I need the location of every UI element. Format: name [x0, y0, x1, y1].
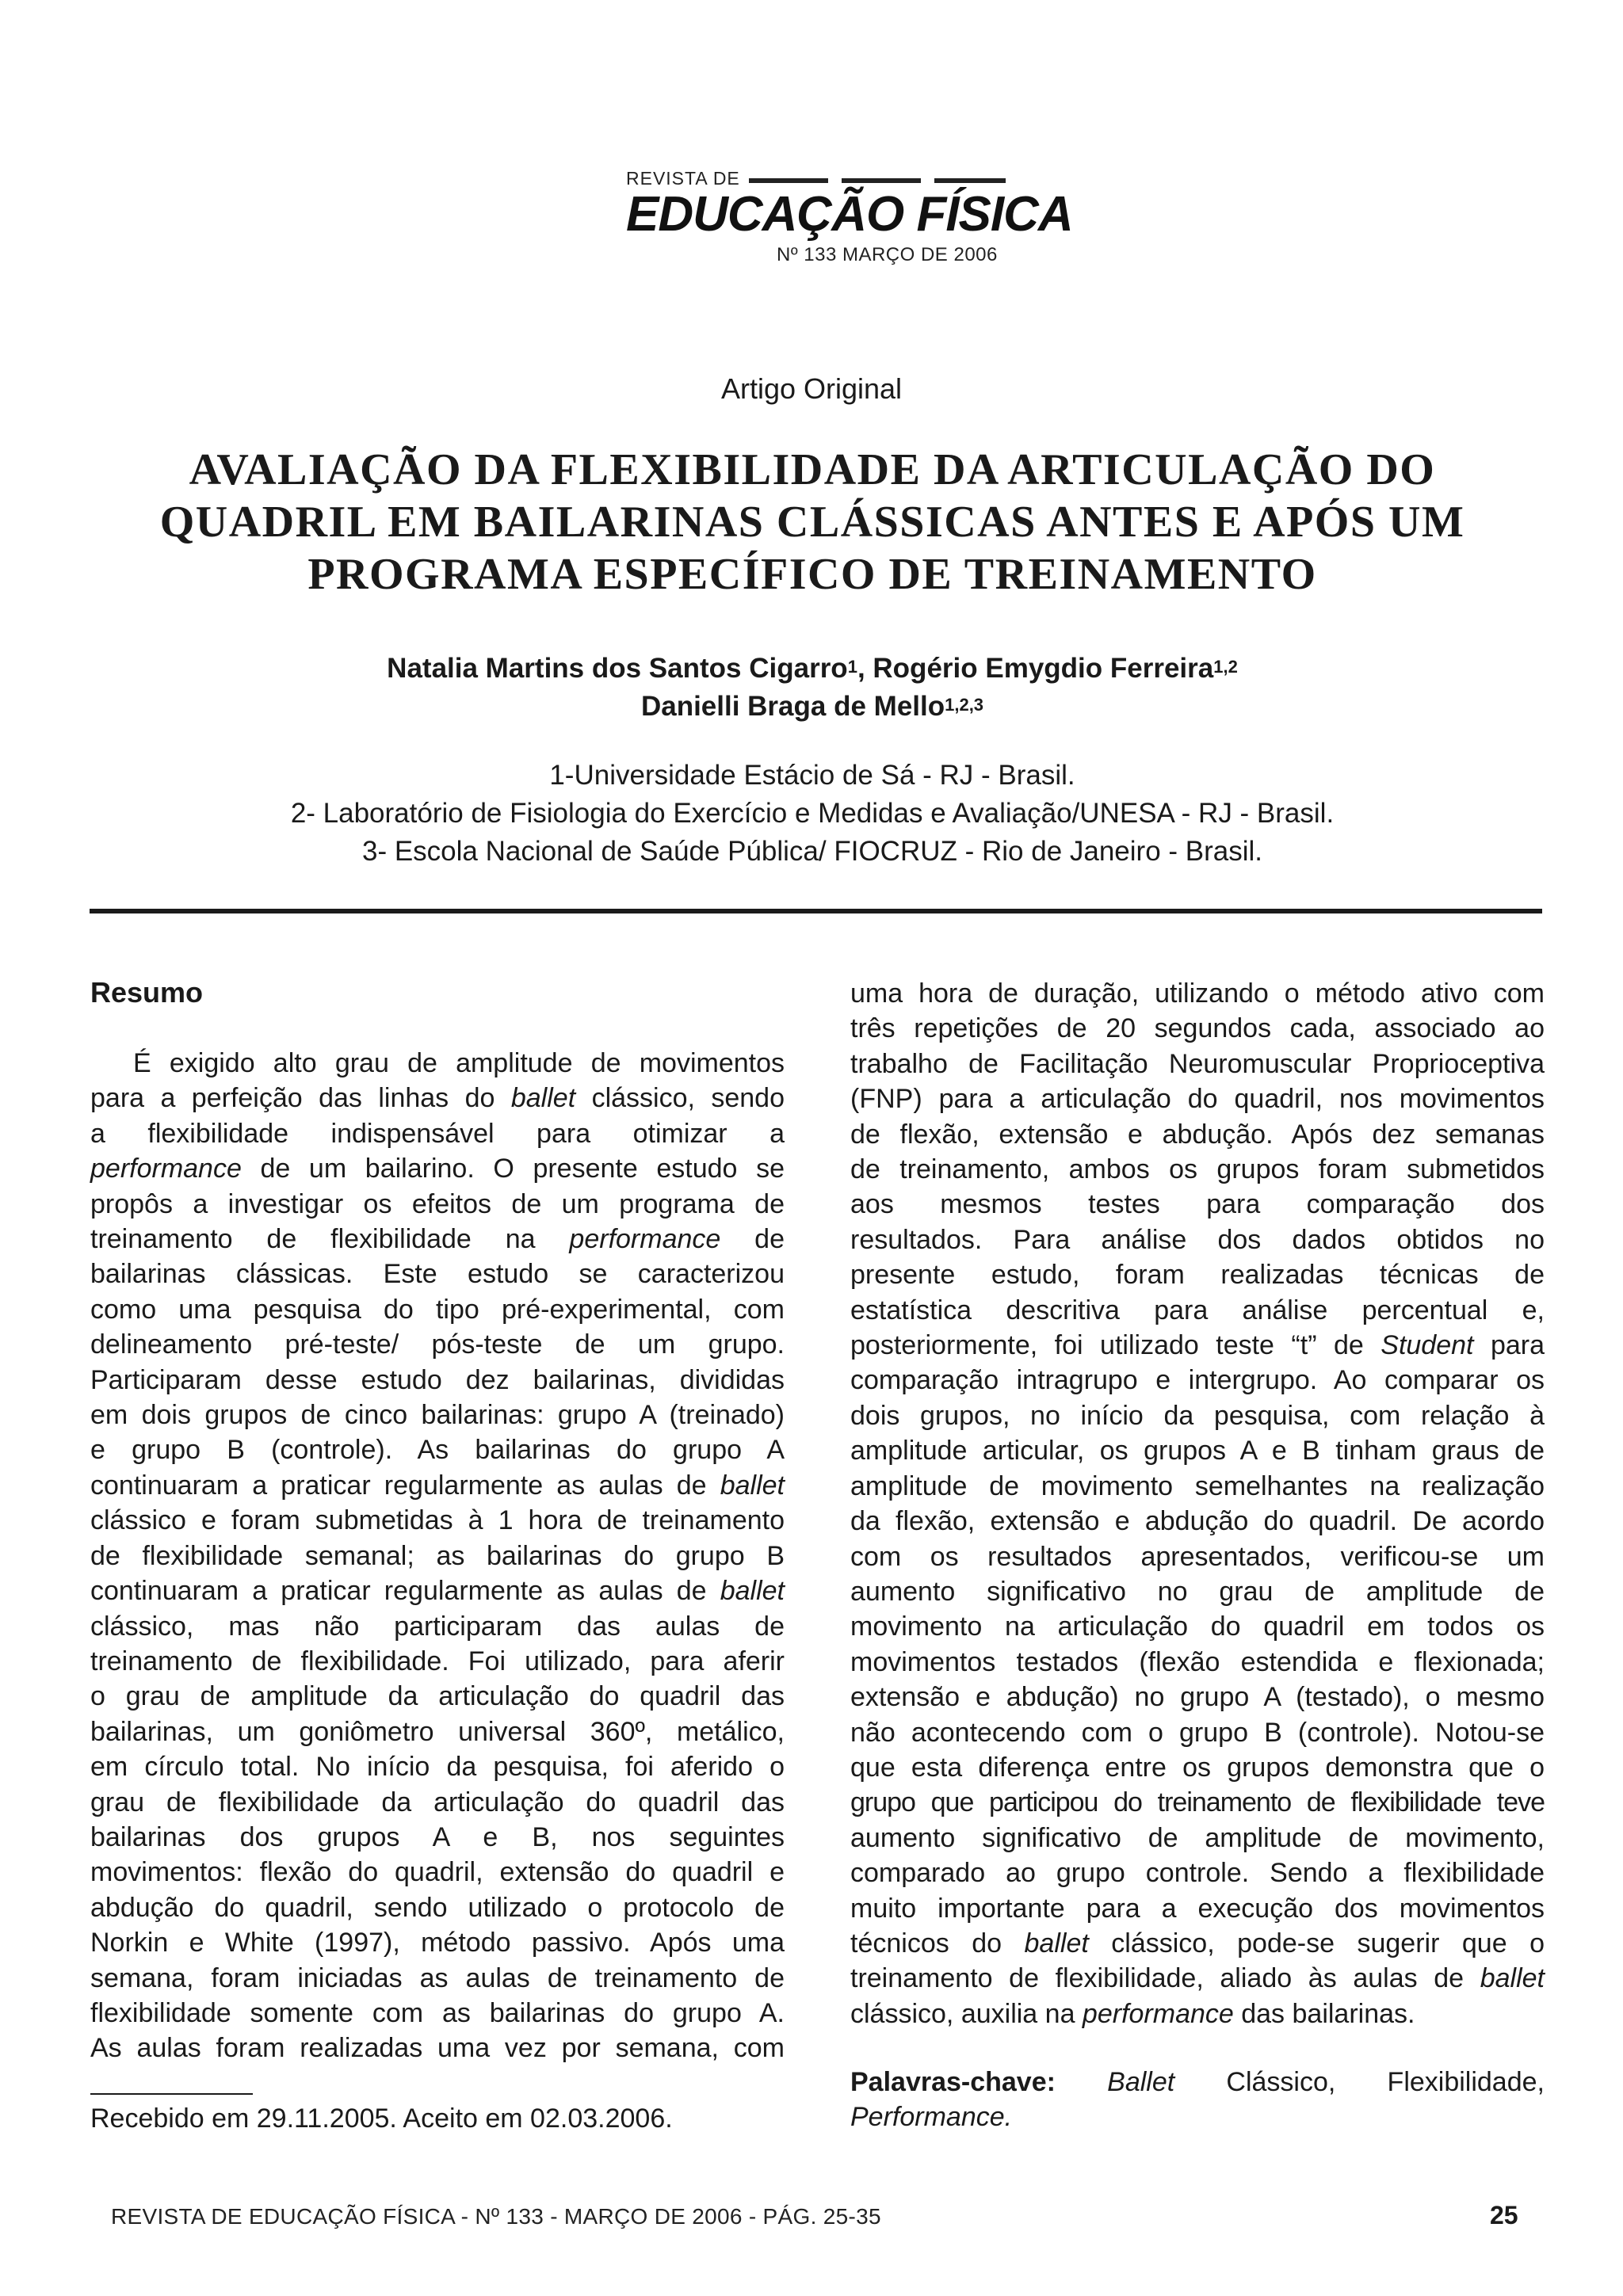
- text-line: Participaram desse estudo dez bailarinas, divididas: [90, 1364, 785, 1395]
- page-number: 25: [1490, 2201, 1518, 2229]
- text-line: movimentos testados (flexão estendida e flexionada;: [850, 1646, 1545, 1677]
- text-line: movimento na articulação do quadril em todos os: [850, 1611, 1545, 1642]
- affiliation-line: 3- Escola Nacional de Saúde Pública/ FIOCRUZ - Rio de Janeiro - Brasil.: [361, 836, 1263, 867]
- text-line: com os resultados apresentados, verificou-se um: [850, 1541, 1545, 1572]
- text-line: [850, 1926, 1545, 1961]
- masthead-rule: [749, 178, 828, 183]
- text-line: amplitude articular, os grupos A e B tinham graus de: [850, 1436, 1545, 1466]
- text-line: propôs a investigar os efeitos de um programa de: [90, 1188, 785, 1219]
- text-line: o grau de amplitude da articulação do quadril das: [90, 1681, 785, 1712]
- emphasis: performance: [569, 1224, 721, 1255]
- text-line: de flexibilidade semanal; as bailarinas do grupo B: [90, 1540, 785, 1571]
- text-line: estatística descritiva para análise percentual e,: [850, 1295, 1545, 1325]
- text-line: três repetições de 20 segundos cada, associado ao: [850, 1013, 1545, 1044]
- affiliation-line: 1-Universidade Estácio de Sá - RJ - Brasil.: [549, 760, 1075, 791]
- abstract-column-right: [850, 976, 1545, 2031]
- author-separator: ,: [857, 653, 873, 684]
- keywords-label: Palavras-chave:: [850, 2067, 1056, 2097]
- text-line: uma hora de duração, utilizando o método ativo com: [850, 978, 1545, 1009]
- text: clássico, sendo: [575, 1083, 785, 1114]
- text-line: comparação intragrupo e intergrupo. Ao comparar os: [850, 1365, 1545, 1396]
- keyword: Performance.: [850, 2102, 1013, 2133]
- text-line: aos mesmos testes para comparação dos: [850, 1189, 1545, 1220]
- text-line: aumento significativo no grau de amplitude de: [850, 1576, 1545, 1607]
- text-line: movimentos: flexão do quadril, extensão do quadril e: [90, 1857, 785, 1888]
- text-line: comparado ao grupo controle. Sendo a flexibilidade: [850, 1858, 1545, 1889]
- text-line: extensão e abdução) no grupo A (testado), o mesmo: [850, 1682, 1545, 1713]
- text: técnicos do: [850, 1928, 1025, 1958]
- text: treinamento de flexibilidade, aliado às aulas de: [850, 1963, 1480, 1994]
- text-line: bailarinas clássicas. Este estudo se caracterizou: [90, 1259, 785, 1290]
- text: posteriormente, foi utilizado teste “t” de: [850, 1330, 1381, 1361]
- text: de um bailarino. O presente estudo se: [241, 1154, 785, 1184]
- emphasis: ballet: [720, 1470, 785, 1501]
- author-affiliation-mark: 1,2: [1213, 657, 1238, 677]
- text-line: delineamento pré-teste/ pós-teste de um grupo.: [90, 1329, 785, 1360]
- masthead-journal-name: EDUCAÇÃO FÍSICA: [626, 187, 1073, 242]
- text-line: abdução do quadril, sendo utilizado o protocolo de: [90, 1892, 785, 1923]
- masthead-issue: Nº 133 MARÇO DE 2006: [777, 244, 998, 265]
- emphasis: Student: [1381, 1330, 1474, 1361]
- text: para: [1473, 1330, 1545, 1361]
- emphasis: ballet: [510, 1083, 576, 1114]
- text-line: [90, 1468, 785, 1503]
- page-footer-citation: REVISTA DE EDUCAÇÃO FÍSICA - Nº 133 - MARÇO DE 2006 - PÁG. 25-35: [111, 2204, 881, 2229]
- keywords: [850, 2065, 1545, 2135]
- text-line: [90, 1046, 785, 1081]
- author-line: [158, 688, 1466, 726]
- text-line: trabalho de Facilitação Neuromuscular Proprioceptiva: [850, 1048, 1545, 1079]
- text: clássico, auxilia na: [850, 1998, 1083, 2029]
- text: É exigido alto grau de amplitude de movimentos: [133, 1048, 785, 1078]
- text-line: clássico, mas não participaram das aulas de: [90, 1611, 785, 1642]
- author-affiliation-mark: 1,2,3: [945, 695, 984, 715]
- text-line: semana, foram iniciadas as aulas de treinamento de: [90, 1962, 785, 1993]
- author-affiliation-mark: 1: [847, 657, 857, 677]
- masthead-top-label: REVISTA DE: [626, 168, 740, 189]
- text-line: bailarinas, um goniômetro universal 360º, metálico,: [90, 1716, 785, 1747]
- text-line: [90, 1573, 785, 1608]
- text-line: muito importante para a execução dos movimentos: [850, 1893, 1545, 1924]
- emphasis: performance: [90, 1154, 242, 1184]
- header-divider: [90, 909, 1542, 913]
- text-line: (FNP) para a articulação do quadril, nos movimentos: [850, 1084, 1545, 1115]
- text-line: grupo que participou do treinamento de flexibilidade teve: [850, 1787, 1545, 1818]
- text-line: de treinamento, ambos os grupos foram submetidos: [850, 1154, 1545, 1185]
- text-line: [90, 1081, 785, 1116]
- text-line: grau de flexibilidade da articulação do quadril das: [90, 1787, 785, 1817]
- author-name: Danielli Braga de Mello: [640, 691, 945, 722]
- text-line: aumento significativo de amplitude de movimento,: [850, 1822, 1545, 1853]
- text: das bailarinas.: [1233, 1998, 1415, 2029]
- title-line: PROGRAMA ESPECÍFICO DE TREINAMENTO: [307, 550, 1317, 599]
- emphasis: performance: [1082, 1998, 1234, 2029]
- article-title: [103, 444, 1522, 601]
- text-line: em dois grupos de cinco bailarinas: grupo A (treinado): [90, 1400, 785, 1431]
- keywords-line: [850, 2065, 1545, 2100]
- text-line: [850, 1328, 1545, 1363]
- title-line: QUADRIL EM BAILARINAS CLÁSSICAS ANTES E APÓS UM: [159, 498, 1465, 547]
- journal-masthead: [626, 168, 1073, 267]
- masthead-rule: [842, 178, 921, 183]
- text-line: que esta diferença entre os grupos demonstra que o: [850, 1752, 1545, 1783]
- text-line: como uma pesquisa do tipo pré-experimental, com: [90, 1294, 785, 1325]
- text-line: bailarinas dos grupos A e B, nos seguintes: [90, 1821, 785, 1852]
- text-line: clássico e foram submetidas à 1 hora de treinamento: [90, 1505, 785, 1536]
- author-name: Natalia Martins dos Santos Cigarro: [387, 653, 848, 684]
- keyword: Clássico, Flexibilidade,: [1174, 2067, 1545, 2097]
- abstract-heading: Resumo: [90, 976, 204, 1009]
- text-line: [90, 1151, 785, 1186]
- text-line: [90, 1222, 785, 1257]
- text-line: em círculo total. No início da pesquisa, foi aferido o: [90, 1752, 785, 1783]
- keywords-line: [850, 2100, 1545, 2134]
- text: de: [720, 1224, 785, 1255]
- text: clássico, pode-se sugerir que o: [1088, 1928, 1545, 1958]
- text: continuaram a praticar regularmente as aulas de: [90, 1576, 720, 1607]
- text-line: [850, 1961, 1545, 1996]
- text: continuaram a praticar regularmente as aulas de: [90, 1470, 720, 1501]
- keyword: Ballet: [1107, 2067, 1175, 2097]
- article-type: Artigo Original: [720, 372, 903, 405]
- text-line: resultados. Para análise dos dados obtidos no: [850, 1224, 1545, 1255]
- affiliation-line: 2- Laboratório de Fisiologia do Exercício e Medidas e Avaliação/UNESA - RJ - Brasil.: [290, 798, 1335, 829]
- text: treinamento de flexibilidade na: [90, 1224, 570, 1255]
- masthead-rule: [934, 178, 1006, 183]
- abstract-column-left: [90, 1046, 785, 2066]
- title-line: AVALIAÇÃO DA FLEXIBILIDADE DA ARTICULAÇÃO DO: [189, 445, 1436, 494]
- emphasis: ballet: [1024, 1928, 1089, 1958]
- text: para a perfeição das linhas do: [90, 1083, 511, 1114]
- text-line: a flexibilidade indispensável para otimizar a: [90, 1118, 785, 1149]
- author-name: Rogério Emygdio Ferreira: [873, 653, 1214, 684]
- affiliations: [119, 757, 1506, 871]
- emphasis: ballet: [720, 1576, 785, 1607]
- author-list: [158, 650, 1466, 726]
- text-line: de flexão, extensão e abdução. Após dez semanas: [850, 1119, 1545, 1150]
- text-line: As aulas foram realizadas uma vez por semana, com: [90, 2033, 785, 2064]
- text-line: dois grupos, no início da pesquisa, com relação à: [850, 1400, 1545, 1431]
- text-line: não acontecendo com o grupo B (controle). Notou-se: [850, 1717, 1545, 1748]
- text-line: presente estudo, foram realizadas técnicas de: [850, 1260, 1545, 1291]
- text-line: amplitude de movimento semelhantes na realização: [850, 1470, 1545, 1501]
- author-line: [158, 650, 1466, 688]
- text-line: Norkin e White (1997), método passivo. Após uma: [90, 1928, 785, 1958]
- footnote-divider: [90, 2093, 253, 2095]
- text-line: e grupo B (controle). As bailarinas do grupo A: [90, 1435, 785, 1466]
- text-line: [850, 1997, 1545, 2031]
- text-line: da flexão, extensão e abdução do quadril. De acordo: [850, 1506, 1545, 1537]
- text-line: flexibilidade somente com as bailarinas do grupo A.: [90, 1997, 785, 2028]
- emphasis: ballet: [1480, 1963, 1545, 1994]
- received-accepted-note: Recebido em 29.11.2005. Aceito em 02.03.2006.: [90, 2103, 673, 2134]
- text-line: treinamento de flexibilidade. Foi utilizado, para aferir: [90, 1646, 785, 1676]
